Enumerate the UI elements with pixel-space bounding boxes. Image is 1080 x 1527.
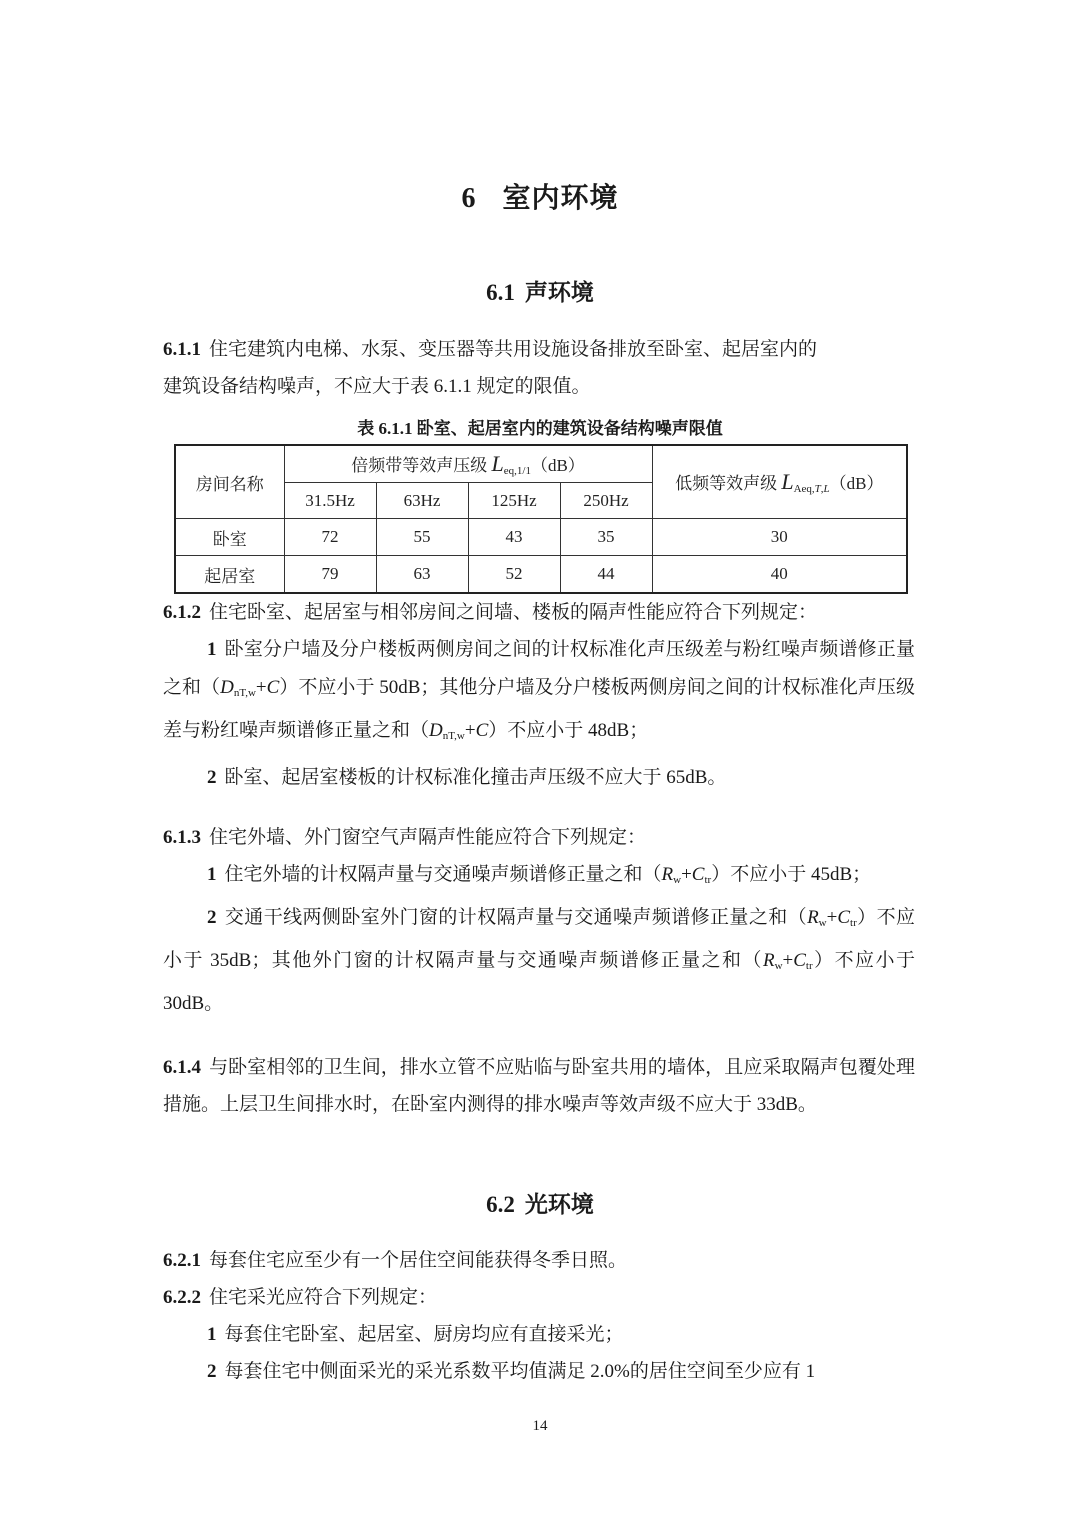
freq-header: 250Hz xyxy=(560,483,652,519)
symbol-subscript-T: T xyxy=(814,483,821,495)
item-number: 2 xyxy=(207,767,217,788)
chapter-title-text: 室内环境 xyxy=(502,183,619,214)
clause-6-1-1 xyxy=(163,331,915,405)
clause-text: 住宅卧室、起居室与相邻房间之间墙、楼板的隔声性能应符合下列规定： xyxy=(209,602,818,623)
noise-limit-table xyxy=(174,444,908,594)
table-header-row xyxy=(175,445,907,483)
clause-text: 住宅外墙、外门窗空气声隔声性能应符合下列规定： xyxy=(209,827,647,848)
value-cell: 52 xyxy=(468,556,560,594)
symbol-L: L xyxy=(781,469,794,494)
header-octave-label: 倍频带等效声压级 xyxy=(351,456,492,475)
value-cell: 63 xyxy=(376,556,468,594)
section-title-text: 光环境 xyxy=(524,1192,594,1217)
clause-6-1-3 xyxy=(163,819,915,1022)
clause-text: 住宅采光应符合下列规定： xyxy=(209,1287,438,1308)
symbol-D: D xyxy=(429,720,443,741)
symbol-plus: + xyxy=(464,720,476,741)
page-number: 14 xyxy=(532,1418,548,1434)
item-text: 卧室分户墙及分户楼板两侧房间之间的计权标准化声压级差与粉红噪声频谱修正量之和（ xyxy=(163,639,915,698)
symbol-subscript: eq,1/1 xyxy=(503,465,531,477)
symbol-C: C xyxy=(266,677,280,698)
section-title-text: 声环境 xyxy=(524,280,594,305)
value-cell: 55 xyxy=(376,519,468,556)
item-text: ）不应小于 35dB；其他外门窗的计权隔声量与交通噪声频谱修正量之和（ xyxy=(163,907,915,971)
clause-text: 每套住宅应至少有一个居住空间能获得冬季日照。 xyxy=(209,1250,628,1271)
symbol-subscript-L: L xyxy=(823,483,830,495)
item-text: 交通干线两侧卧室外门窗的计权隔声量与交通噪声频谱修正量之和（ xyxy=(224,907,808,928)
header-unit: （dB） xyxy=(829,474,884,493)
clause-text-cont: 建筑设备结构噪声，不应大于表 6.1.1 规定的限值。 xyxy=(163,376,591,397)
section-number: 6.1 xyxy=(486,280,515,305)
item-text: 住宅外墙的计权隔声量与交通噪声频谱修正量之和（ xyxy=(224,864,662,885)
clause-item-1: 1 住宅外墙的计权隔声量与交通噪声频谱修正量之和$(R_w+C_{tr})$不应小于 45dB； xyxy=(207,864,872,886)
clause-item-2 xyxy=(163,1353,915,1390)
header-room-name: 房间名称 xyxy=(175,445,284,519)
clause-number: 6.1.3 xyxy=(163,827,201,848)
value-cell: 72 xyxy=(284,519,376,556)
table-caption: 表 6.1.1 卧室、起居室内的建筑设备结构噪声限值 xyxy=(357,419,723,438)
clause-6-1-2 xyxy=(163,594,915,796)
clause-number: 6.1.2 xyxy=(163,602,201,623)
item-text: ）不应小于 50dB；其他分户墙及分户楼板两侧房间之间的计权标准化声压级差与粉红噪声频谱修正量之和（ xyxy=(163,677,915,741)
item-number: 1 xyxy=(207,639,217,660)
value-cell: 79 xyxy=(284,556,376,594)
clause-6-2-2 xyxy=(163,1279,915,1390)
clause-number: 6.2.1 xyxy=(163,1250,201,1271)
symbol-subscript: tr xyxy=(704,874,712,886)
section-title-6-1 xyxy=(0,274,1080,307)
freq-header: 125Hz xyxy=(468,483,560,519)
section-number: 6.2 xyxy=(486,1192,515,1217)
low-freq-cell: 40 xyxy=(652,556,907,594)
clause-number: 6.1.4 xyxy=(163,1057,201,1078)
item-text: 每套住宅卧室、起居室、厨房均应有直接采光； xyxy=(224,1324,624,1345)
value-cell: 43 xyxy=(468,519,560,556)
low-freq-cell: 30 xyxy=(652,519,907,556)
value-cell: 44 xyxy=(560,556,652,594)
symbol-R: R xyxy=(661,864,674,885)
header-octave-band xyxy=(284,445,652,483)
symbol-R: R xyxy=(762,950,775,971)
freq-header: 31.5Hz xyxy=(284,483,376,519)
table-row xyxy=(175,556,907,594)
symbol-subscript: w xyxy=(774,960,783,972)
clause-item-1 xyxy=(163,1316,915,1353)
item-text: ）不应小于 48dB； xyxy=(488,720,649,741)
chapter-number: 6 xyxy=(461,183,477,214)
chapter-title xyxy=(0,176,1080,216)
item-text: 每套住宅中侧面采光的采光系数平均值满足 2.0%的居住空间至少应有 1 xyxy=(224,1361,816,1382)
symbol-subscript: w xyxy=(673,874,682,886)
symbol-subscript: w xyxy=(818,917,827,929)
header-low-label: 低频等效声级 xyxy=(675,474,782,493)
symbol-subscript: tr xyxy=(805,960,813,972)
symbol-C: C xyxy=(691,864,705,885)
symbol-C: C xyxy=(837,907,851,928)
clause-number: 6.1.1 xyxy=(163,339,201,360)
value-cell: 35 xyxy=(560,519,652,556)
symbol-D: D xyxy=(220,677,234,698)
symbol-subscript: nT,w xyxy=(442,730,465,742)
clause-6-2-1 xyxy=(163,1242,915,1279)
symbol-subscript: nT,w xyxy=(233,687,256,699)
clause-item-2: 2 交通干线两侧卧室外门窗的计权隔声量与交通噪声频谱修正量之和$(R_w+C_{tr})$不应小于 35dB；其他外门窗的计权隔声量与交通噪声频谱修正量之和$(R_w+C_{tr})$不应小于 30dB。 xyxy=(163,907,915,1014)
item-text: ）不应小于 45dB； xyxy=(711,864,872,885)
symbol-subscript: Aeq, xyxy=(793,483,815,495)
clause-item-2 xyxy=(163,759,915,796)
clause-6-1-4 xyxy=(163,1049,915,1123)
item-text: ）不应小于 30dB。 xyxy=(163,950,915,1014)
symbol-C: C xyxy=(475,720,489,741)
clause-item-1 xyxy=(163,631,915,755)
item-text: 卧室、起居室楼板的计权标准化撞击声压级不应大于 65dB。 xyxy=(224,767,727,788)
room-cell: 卧室 xyxy=(175,519,284,556)
item-number: 1 xyxy=(207,864,217,885)
header-low-frequency xyxy=(652,445,907,519)
header-unit: （dB） xyxy=(530,456,585,475)
clause-text: 住宅建筑内电梯、水泵、变压器等共用设施设备排放至卧室、起居室内的 xyxy=(209,339,818,360)
clause-number: 6.2.2 xyxy=(163,1287,201,1308)
symbol-plus: + xyxy=(255,677,267,698)
symbol-subscript-comma: , xyxy=(820,483,824,495)
symbol-R: R xyxy=(807,907,819,928)
item-number: 2 xyxy=(207,1361,217,1382)
symbol-subscript: tr xyxy=(850,917,857,929)
item-number: 1 xyxy=(207,1324,217,1345)
symbol-C: C xyxy=(793,950,806,971)
clause-text: 与卧室相邻的卫生间，排水立管不应贴临与卧室共用的墙体，且应采取隔声包覆处理措施。上层卫生间排水时，在卧室内测得的排水噪声等效声级不应大于 33dB。 xyxy=(163,1057,915,1115)
item-number: 2 xyxy=(207,907,217,928)
symbol-L: L xyxy=(491,451,504,476)
room-cell: 起居室 xyxy=(175,556,284,594)
section-title-6-2 xyxy=(0,1186,1080,1219)
table-row xyxy=(175,519,907,556)
freq-header: 63Hz xyxy=(376,483,468,519)
